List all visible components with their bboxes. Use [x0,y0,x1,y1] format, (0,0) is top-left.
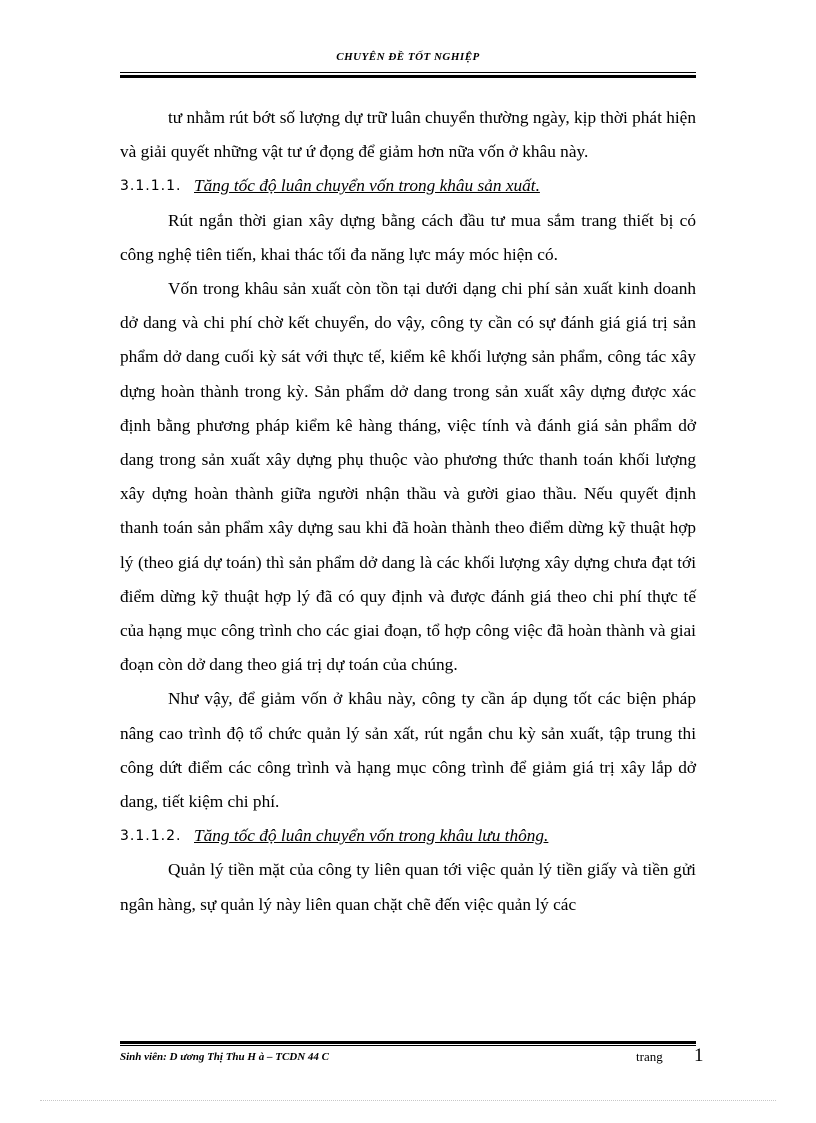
section-title: Tăng tốc độ luân chuyển vốn trong khâu sản xuất. [194,176,540,196]
footer-page-label: trang [636,1049,663,1064]
running-header-title: CHUYÊN ĐỀ TỐT NGHIỆP [336,51,480,63]
footer-rule-thin [120,1045,696,1046]
section-number: 3.1.1.1. [120,178,182,195]
section-heading [120,169,696,203]
header-rule-thick [120,75,696,78]
paragraph: Vốn trong khâu sản xuất còn tồn tại dưới dạng chi phí sản xuất kinh doanh dở dang và chi phí chờ kết chuyển, do vậy, công ty cần có sự đánh giá giá trị sản phẩm dở dang cuối kỳ sát với thực tế, kiểm kê khối lượng sản phẩm, công tác xây dựng hoàn thành trong kỳ. Sản phẩm dở dang trong sản xuất xây dựng được xác định bằng phương pháp kiểm kê hàng tháng, việc tính và đánh giá sản phẩm dở dang trong sản xuất xây dựng phụ thuộc vào phương thức thanh toán khối lượng xây dựng hoàn thành giữa người nhận thầu và gười giao thầu. Nếu quyết định thanh toán sản phẩm xây dựng sau khi đã hoàn thành theo điểm dừng kỹ thuật hợp lý (theo giá dự toán) thì sản phẩm dở dang là các khối lượng xây dựng chưa đạt tới điểm dừng kỹ thuật hợp lý đã có quy định và được đánh giá theo chi phí thực tế của hạng mục công trình cho các giai đoạn, tổ hợp công việc đã hoàn thành và giai đoạn còn dở dang theo giá trị dự toán của chúng. [120,279,696,675]
section-number: 3.1.1.2. [120,828,182,845]
paragraph: Rút ngắn thời gian xây dựng bằng cách đầu tư mua sắm trang thiết bị có công nghệ tiên tiến, khai thác tối đa năng lực máy móc hiện có. [120,210,696,264]
footer-page-number: 1 [694,1045,704,1066]
paragraph: tư nhằm rút bớt số lượng dự trữ luân chuyển thường ngày, kịp thời phát hiện và giải quyết những vật tư ứ đọng để giảm hơn nữa vốn ở khâu này. [120,108,696,162]
section-heading [120,819,696,853]
page-bottom-divider [40,1100,776,1101]
footer-rule-thick [120,1041,696,1044]
paragraph: Như vậy, để giảm vốn ở khâu này, công ty cần áp dụng tốt các biện pháp nâng cao trình độ tổ chức quản lý sản xất, rút ngắn chu kỳ sản xuất, tập trung thi công dứt điểm các công trình và hạng mục công trình để giảm giá trị xây lắp dở dang, tiết kiệm chi phí. [120,689,696,812]
paragraph: Quản lý tiền mặt của công ty liên quan tới việc quản lý tiền giấy và tiền gửi ngân hàng, sự quản lý này liên quan chặt chẽ đến việc quản lý các [120,860,696,914]
header-rule-thin [120,72,696,73]
section-title: Tăng tốc độ luân chuyển vốn trong khâu lưu thông. [194,826,549,846]
page-body [120,101,696,922]
footer-author: Sinh viên: D ương Thị Thu H à – TCDN 44 C [120,1051,329,1063]
